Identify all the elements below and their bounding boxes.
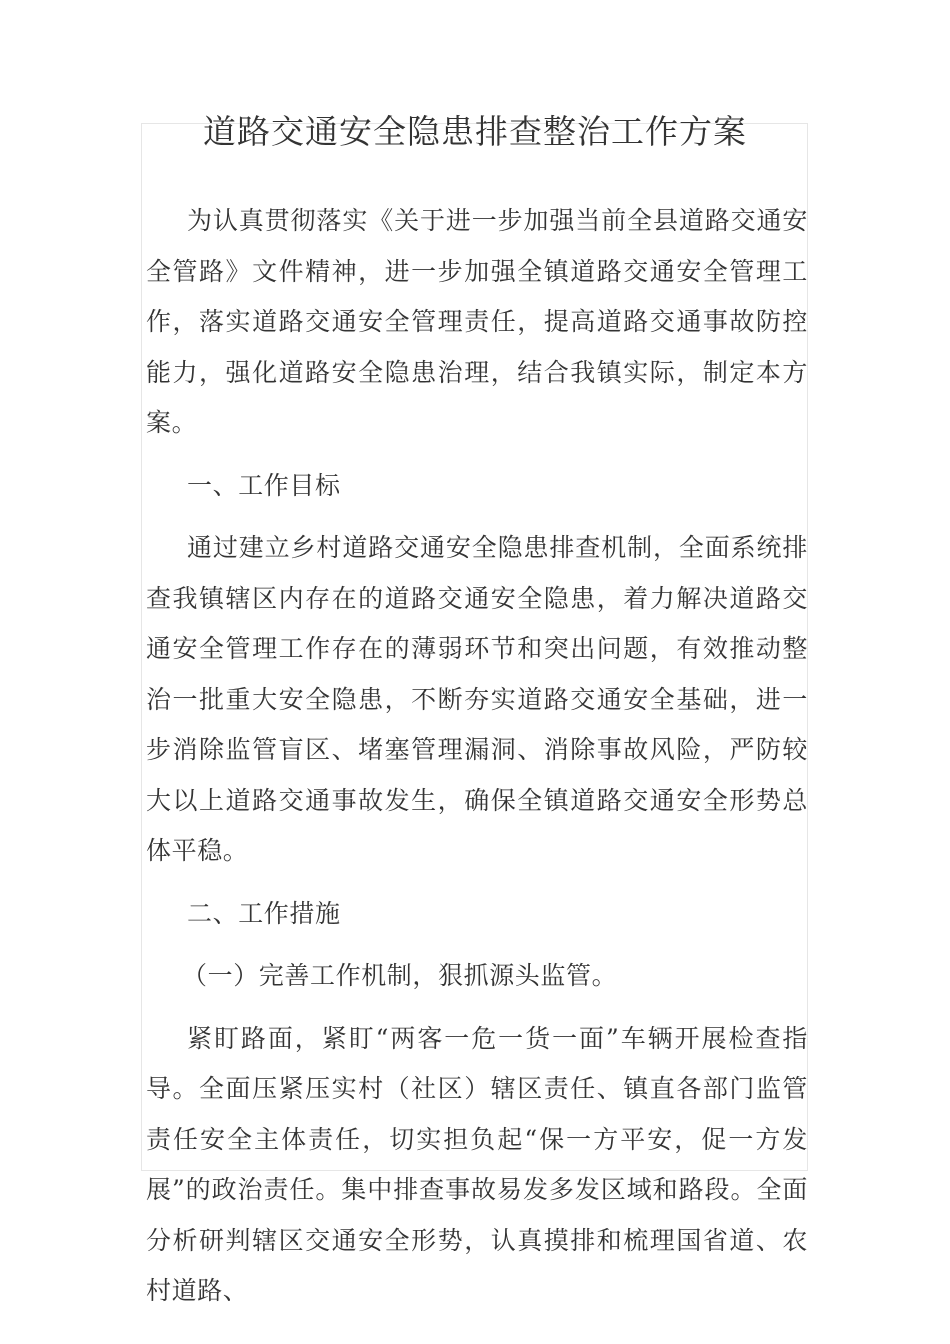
document-body: [146, 196, 808, 1329]
document-title: 道路交通安全隐患排查整治工作方案: [203, 112, 747, 151]
intro-paragraph: 为认真贯彻落实《关于进一步加强当前全县道路交通安全管路》文件精神，进一步加强全镇道路交通安全管理工作，落实道路交通安全管理责任，提高道路交通事故防控能力，强化道路安全隐患治理，结合我镇实际，制定本方案。: [146, 206, 808, 437]
section-1-heading: 一、工作目标: [187, 470, 341, 500]
section-2-subheading-1: （一）完善工作机制，狠抓源头监管。: [182, 961, 618, 990]
section-2-heading: 二、工作措施: [187, 898, 341, 928]
section-2-sub-1-paragraph: 紧盯路面，紧盯“两客一危一货一面”车辆开展检查指导。全面压紧压实村（社区）辖区责任、镇直各部门监管责任安全主体责任，切实担负起“保一方平安，促一方发展”的政治责任。集中排查事故易发多发区域和路段。全面分析研判辖区交通安全形势，认真摸排和梳理国省道、农村道路、: [146, 1023, 808, 1305]
section-1-paragraph: 通过建立乡村道路交通安全隐患排查机制，全面系统排查我镇辖区内存在的道路交通安全隐患，着力解决道路交通安全管理工作存在的薄弱环节和突出问题，有效推动整治一批重大安全隐患，不断夯实道路交通安全基础，进一步消除监管盲区、堵塞管理漏洞、消除事故风险，严防较大以上道路交通事故发生，确保全镇道路交通安全形势总体平稳。: [146, 533, 808, 865]
